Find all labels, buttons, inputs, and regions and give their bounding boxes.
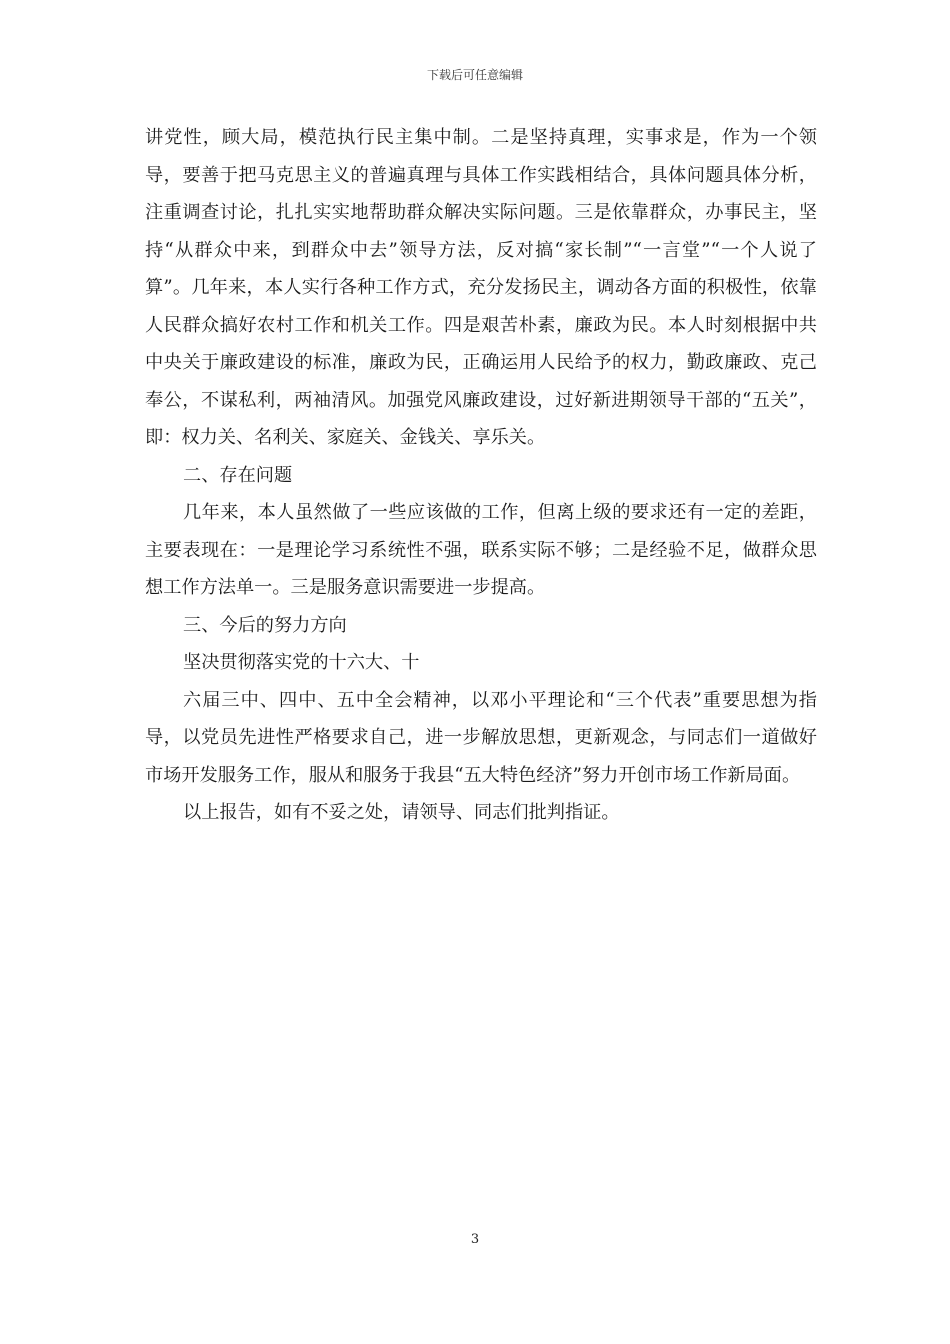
paragraph-closing: 以上报告，如有不妥之处，请领导、同志们批判指证。 (183, 802, 620, 823)
paragraph-direction: 六届三中、四中、五中全会精神，以邓小平理论和“三个代表”重要思想为指导，以党员先进性严格要求自己，进一步解放思想，更新观念，与同志们一道做好市场开发服务工作，服从和服务于我县“五大特色经济”努力开创市场工作新局面。 (145, 689, 817, 786)
page-header: 下载后可任意编辑 (426, 68, 523, 82)
paragraph-problems: 几年来，本人虽然做了一些应该做的工作，但离上级的要求还有一定的差距，主要表现在：一是理论学习系统性不强，联系实际不够；二是经验不足，做群众思想工作方法单一。三是服务意识需要进一步提高。 (145, 502, 817, 598)
page-number: 3 (470, 1232, 480, 1247)
paragraph-continued: 讲党性，顾大局，模范执行民主集中制。二是坚持真理，实事求是，作为一个领导，要善于把马克思主义的普遍真理与具体工作实践相结合，具体问题具体分析，注重调查讨论，扎扎实实地帮助群众解决实际问题。三是依靠群众，办事民主，坚持“从群众中来，到群众中去”领导方法，反对搞“家长制”“一言堂”“一个人说了算”。几年来，本人实行各种工作方式，充分发扬民主，调动各方面的积极性，依靠人民群众搞好农村工作和机关工作。四是艰苦朴素，廉政为民。本人时刻根据中共中央关于廉政建设的标准，廉政为民，正确运用人民给予的权力，勤政廉政、克己奉公，不谋私利，两袖清风。加强党风廉政建设，过好新进期领导干部的“五关”，即：权力关、名利关、家庭关、金钱关、享乐关。 (145, 127, 817, 448)
document-body (145, 119, 817, 832)
section-heading-problems: 二、存在问题 (183, 464, 293, 486)
paragraph-direction-intro: 坚决贯彻落实党的十六大、十 (183, 652, 420, 673)
section-heading-direction: 三、今后的努力方向 (183, 614, 347, 636)
